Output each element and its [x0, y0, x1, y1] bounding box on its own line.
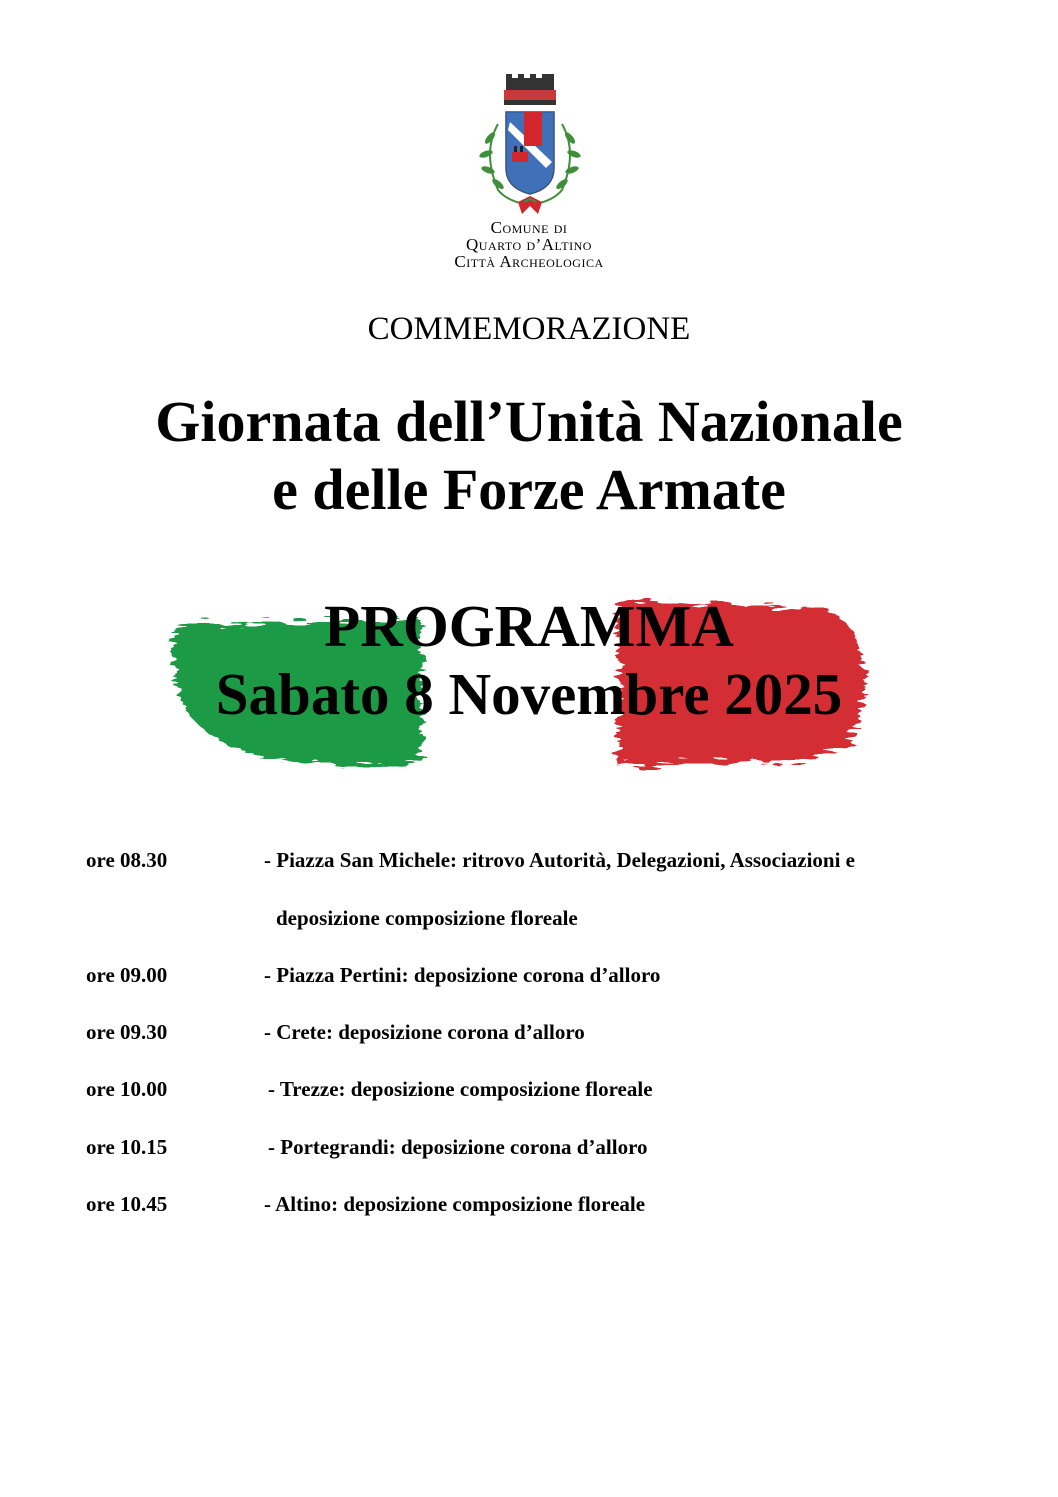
- shield-icon: [506, 112, 554, 194]
- crown-icon: [504, 74, 556, 105]
- programma-date: Sabato 8 Novembre 2025: [215, 661, 843, 727]
- schedule-desc: - Crete: deposizione corona d’alloro: [264, 1020, 585, 1044]
- municipal-crest-icon: [468, 72, 592, 220]
- schedule-time: ore 08.30: [86, 848, 168, 872]
- logo-line: Comune di: [490, 218, 568, 237]
- schedule-time: ore 10.15: [86, 1135, 168, 1159]
- logo-line: Quarto d’Altino: [466, 235, 592, 254]
- programma-heading: [0, 592, 1058, 728]
- schedule-desc: - Piazza San Michele: ritrovo Autorità, Delegazioni, Associazioni e: [264, 848, 856, 872]
- programma-label: PROGRAMMA: [324, 593, 734, 659]
- schedule-time: ore 10.45: [86, 1192, 168, 1216]
- page-title: [0, 388, 1058, 524]
- schedule-desc: deposizione composizione floreale: [276, 906, 578, 930]
- title-line: Giornata dell’Unità Nazionale: [155, 389, 903, 454]
- municipality-name: [0, 219, 1058, 270]
- schedule-desc: - Piazza Pertini: deposizione corona d’alloro: [264, 963, 661, 987]
- schedule-desc: - Portegrandi: deposizione corona d’alloro: [268, 1135, 648, 1159]
- pretitle: COMMEMORAZIONE: [367, 311, 691, 347]
- schedule-time: ore 10.00: [86, 1077, 168, 1101]
- schedule-desc: - Trezze: deposizione composizione floreale: [268, 1077, 653, 1101]
- schedule-time: ore 09.30: [86, 1020, 168, 1044]
- logo-line: Città Archeologica: [454, 252, 604, 271]
- ribbon-icon: [518, 196, 542, 214]
- schedule-desc: - Altino: deposizione composizione floreale: [264, 1192, 646, 1216]
- title-line: e delle Forze Armate: [272, 457, 786, 522]
- schedule-time: ore 09.00: [86, 963, 168, 987]
